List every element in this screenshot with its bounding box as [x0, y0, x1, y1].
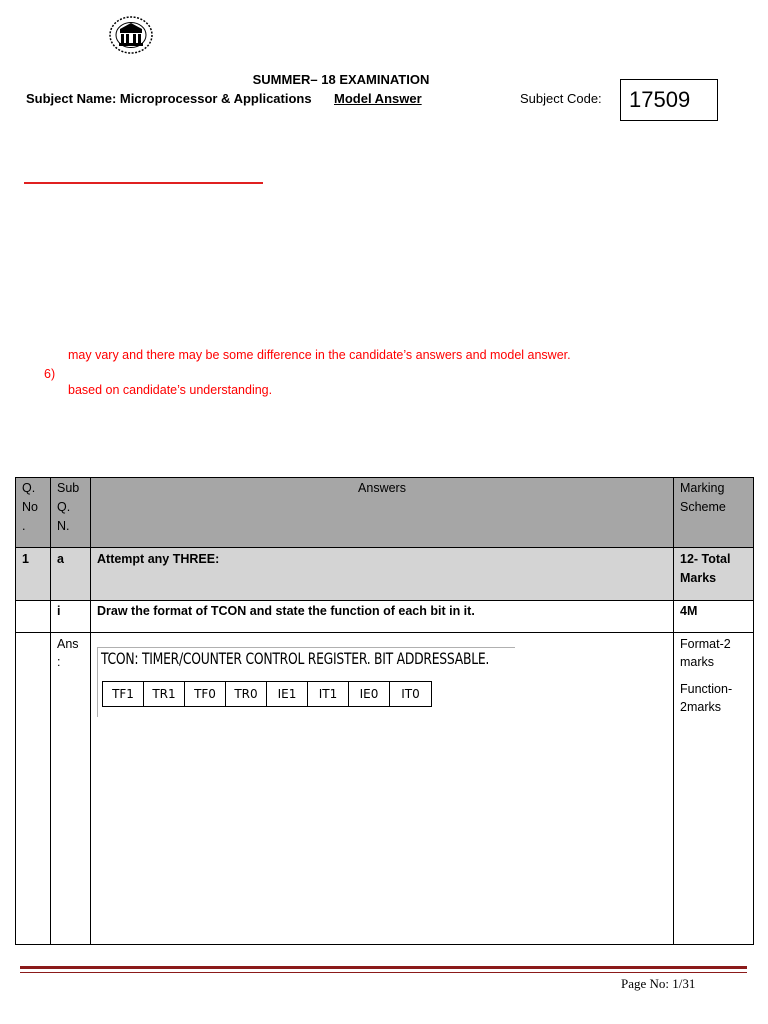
tcon-bit-cell: TR0	[226, 682, 267, 706]
tcon-bit-cell: IT0	[401, 687, 420, 701]
subject-code-box	[620, 79, 718, 121]
question-text: Draw the format of TCON and state the function of each bit in it.	[91, 601, 674, 633]
header-marking-scheme: Marking Scheme	[674, 478, 754, 548]
section-row	[16, 548, 754, 601]
institution-logo	[108, 15, 154, 55]
answer-label: Ans :	[51, 633, 91, 945]
subject-name: Subject Name: Microprocessor & Applications	[26, 91, 312, 106]
tcon-bit-cell: IT1	[308, 682, 349, 706]
marks-format: Format-2 marks	[680, 637, 731, 669]
tcon-bit-cell: IE1	[267, 682, 308, 706]
header-answers: Answers	[91, 478, 674, 548]
answer-table	[15, 477, 754, 945]
red-divider	[24, 182, 263, 184]
tcon-bit-cell: TF0	[185, 682, 226, 706]
answer-marks	[674, 633, 754, 945]
question-marks: 4M	[674, 601, 754, 633]
exam-title: SUMMER– 18 EXAMINATION	[252, 72, 430, 87]
section-sub-q: a	[51, 548, 91, 601]
tcon-bit-cell: TR1	[144, 682, 185, 706]
answer-row	[16, 633, 754, 945]
section-marks: 12- Total Marks	[674, 548, 754, 601]
tcon-register-figure	[97, 647, 527, 747]
footer-rule-thick	[20, 966, 747, 969]
subject-code-value: 17509	[629, 87, 691, 112]
model-answer-label: Model Answer	[334, 91, 422, 106]
section-q-no: 1	[16, 548, 51, 601]
tcon-bit-cell: TF1	[103, 682, 144, 706]
marks-function: Function-2marks	[680, 682, 733, 714]
footer-rule-thin	[20, 972, 747, 973]
question-row	[16, 601, 754, 633]
section-instruction: Attempt any THREE:	[91, 548, 674, 601]
tcon-bit-cell: IE0	[349, 682, 390, 706]
tcon-figure-title: TCON: TIMER/COUNTER CONTROL REGISTER. BIT ADDRESSABLE.	[101, 649, 490, 668]
answer-q-no-empty	[16, 633, 51, 945]
question-q-no-empty	[16, 601, 51, 633]
note-number: 6)	[44, 367, 56, 381]
table-header-row	[16, 478, 754, 548]
tcon-bit-cells	[102, 681, 432, 707]
note-line-1: may vary and there may be some difference in the candidate’s answers and model answer.	[68, 348, 571, 362]
note-line-2: based on candidate’s understanding.	[68, 383, 273, 397]
header-sub-q: Sub Q. N.	[51, 478, 91, 548]
question-sub-q: i	[51, 601, 91, 633]
figure-border-left	[97, 647, 98, 717]
page-number: Page No: 1/31	[621, 976, 696, 991]
header-q-no: Q. No .	[16, 478, 51, 548]
answer-content	[91, 633, 674, 945]
subject-code-label: Subject Code:	[520, 91, 602, 106]
figure-border-top	[97, 647, 515, 648]
